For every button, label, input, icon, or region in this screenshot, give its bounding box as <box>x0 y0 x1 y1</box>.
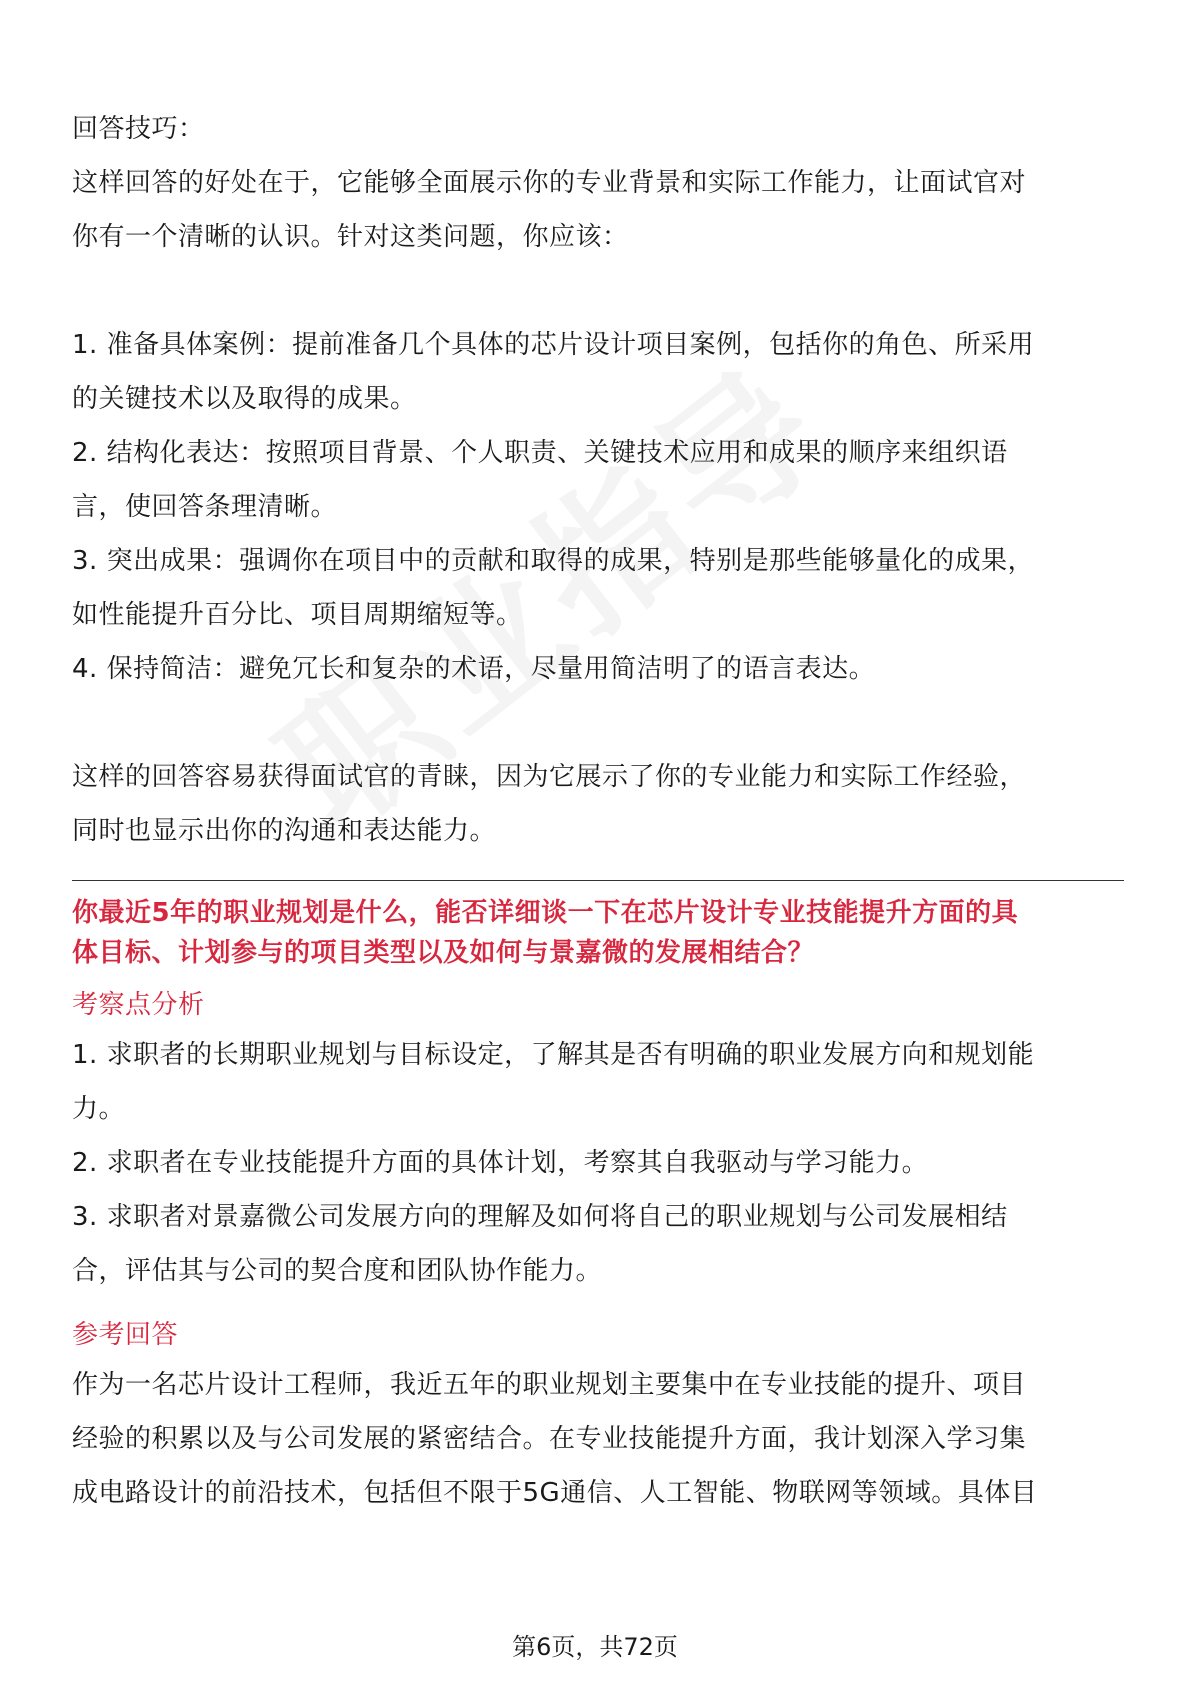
list-item-continuation: 如性能提升百分比、项目周期缩短等。 <box>72 600 523 630</box>
section-label-answer-tips: 回答技巧： <box>72 114 205 144</box>
paragraph-line: 成电路设计的前沿技术，包括但不限于5G通信、人工智能、物联网等领域。具体目 <box>72 1478 1038 1508</box>
list-item-continuation: 言，使回答条理清晰。 <box>72 492 338 522</box>
paragraph-line: 这样回答的好处在于，它能够全面展示你的专业背景和实际工作能力，让面试官对 <box>72 168 1027 198</box>
paragraph-line: 经验的积累以及与公司发展的紧密结合。在专业技能提升方面，我计划深入学习集 <box>72 1424 1027 1454</box>
question-title: 体目标、计划参与的项目类型以及如何与景嘉微的发展相结合？ <box>72 938 815 968</box>
section-heading-analysis: 考察点分析 <box>72 990 205 1020</box>
list-item-continuation: 合，评估其与公司的契合度和团队协作能力。 <box>72 1256 603 1286</box>
list-item: 4. 保持简洁：避免冗长和复杂的术语，尽量用简洁明了的语言表达。 <box>72 654 876 684</box>
section-heading-reference-answer: 参考回答 <box>72 1320 179 1350</box>
page-footer: 第6页，共72页 <box>512 1633 678 1661</box>
list-item-continuation: 力。 <box>72 1094 126 1124</box>
list-item: 1. 求职者的长期职业规划与目标设定，了解其是否有明确的职业发展方向和规划能 <box>72 1040 1035 1070</box>
question-title: 你最近5年的职业规划是什么，能否详细谈一下在芯片设计专业技能提升方面的具 <box>72 898 1019 928</box>
list-item: 3. 突出成果：强调你在项目中的贡献和取得的成果，特别是那些能够量化的成果， <box>72 546 1035 576</box>
list-item: 3. 求职者对景嘉微公司发展方向的理解及如何将自己的职业规划与公司发展相结 <box>72 1202 1008 1232</box>
list-item-continuation: 的关键技术以及取得的成果。 <box>72 384 417 414</box>
list-item: 1. 准备具体案例：提前准备几个具体的芯片设计项目案例，包括你的角色、所采用 <box>72 330 1035 360</box>
section-divider <box>72 880 1124 881</box>
paragraph-line: 同时也显示出你的沟通和表达能力。 <box>72 816 497 846</box>
list-item: 2. 结构化表达：按照项目背景、个人职责、关键技术应用和成果的顺序来组织语 <box>72 438 1008 468</box>
paragraph-line: 你有一个清晰的认识。针对这类问题，你应该： <box>72 222 629 252</box>
list-item: 2. 求职者在专业技能提升方面的具体计划，考察其自我驱动与学习能力。 <box>72 1148 929 1178</box>
paragraph-line: 作为一名芯片设计工程师，我近五年的职业规划主要集中在专业技能的提升、项目 <box>72 1370 1027 1400</box>
paragraph-line: 这样的回答容易获得面试官的青睐，因为它展示了你的专业能力和实际工作经验， <box>72 762 1027 792</box>
